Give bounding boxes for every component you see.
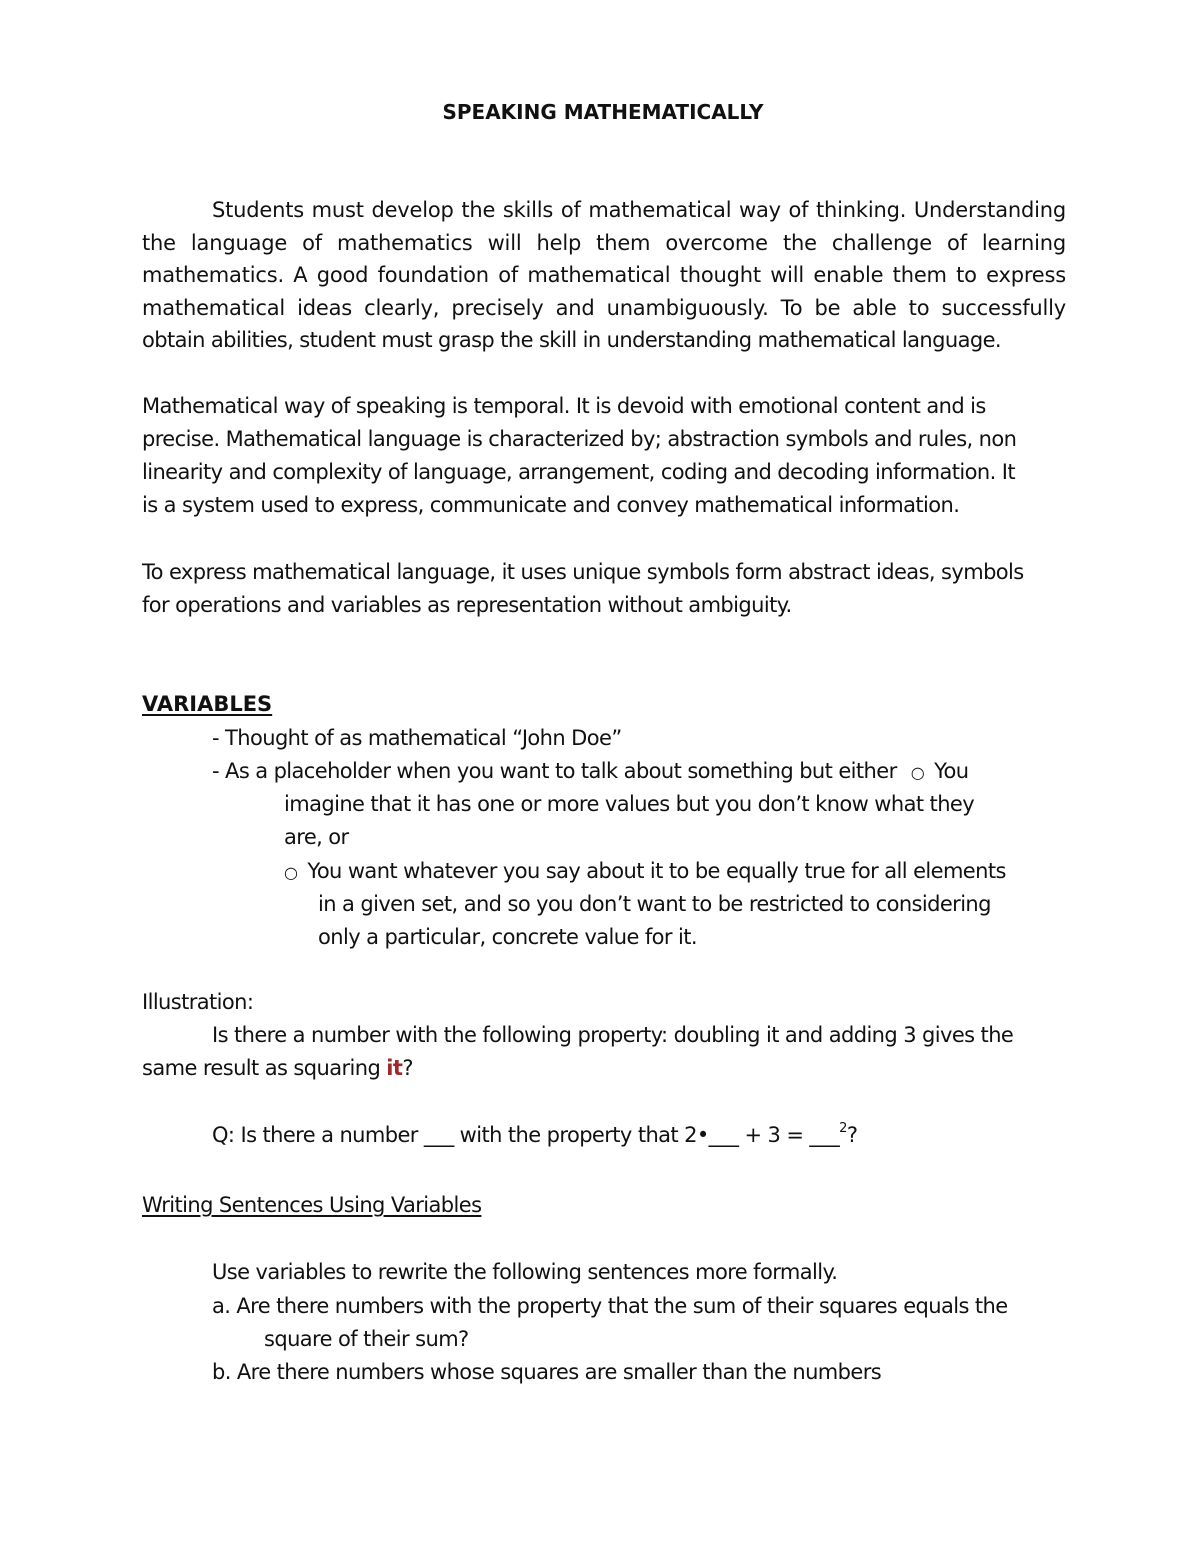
variables-item-2-text: - As a placeholder when you want to talk about something but either	[212, 759, 897, 783]
para2-line-4: is a system used to express, communicate and convey mathematical information.	[142, 493, 960, 517]
hollow-bullet-icon: ○	[910, 763, 925, 782]
para1-line-4: mathematical ideas clearly, precisely and unambiguously. To be able to successfully	[142, 296, 1066, 320]
variables-item-2	[212, 755, 968, 789]
para2-line-3: linearity and complexity of language, arrangement, coding and decoding information. It	[142, 460, 1015, 484]
writing-item-b-line-1: b. Are there numbers whose squares are smaller than the numbers	[212, 1360, 882, 1384]
variables-sub2-text: You want whatever you say about it to be equally true for all elements	[307, 859, 1006, 883]
para3-line-1: To express mathematical language, it uses unique symbols form abstract ideas, symbols	[142, 560, 1024, 584]
writing-item-a-line-1: a. Are there numbers with the property that the sum of their squares equals the	[212, 1294, 1008, 1318]
variables-sub1-line-2: are, or	[284, 825, 349, 849]
para1-line-1: Students must develop the skills of mathematical way of thinking. Understanding	[212, 198, 1066, 222]
variables-sub1-first-word: You	[934, 759, 969, 783]
illustration-line-2	[142, 1052, 413, 1085]
variables-sub1-line-1: imagine that it has one or more values but you don’t know what they	[284, 792, 975, 816]
variables-item-1: - Thought of as mathematical “John Doe”	[212, 726, 622, 750]
variables-sub2-line-3: only a particular, concrete value for it.	[318, 925, 697, 949]
para2-line-2: precise. Mathematical language is characterized by; abstraction symbols and rules, non	[142, 427, 1017, 451]
question-end: ?	[846, 1123, 858, 1147]
variables-sub2-line-1	[284, 855, 1006, 889]
para2-line-1: Mathematical way of speaking is temporal. It is devoid with emotional content and is	[142, 394, 986, 418]
writing-heading: Writing Sentences Using Variables	[142, 1193, 482, 1217]
para3-line-2: for operations and variables as representation without ambiguity.	[142, 593, 792, 617]
variables-sub2-line-2: in a given set, and so you don’t want to be restricted to considering	[318, 892, 991, 916]
page-title: SPEAKING MATHEMATICALLY	[442, 100, 764, 124]
illustration-line-2-end: ?	[402, 1056, 413, 1080]
question-exponent: 2	[839, 1121, 847, 1136]
para1-line-3: mathematics. A good foundation of mathematical thought will enable them to express	[142, 263, 1066, 287]
highlighted-word: it	[386, 1056, 403, 1080]
para1-line-5: obtain abilities, student must grasp the skill in understanding mathematical language.	[142, 328, 1001, 352]
writing-item-a-line-2: square of their sum?	[264, 1327, 469, 1351]
variables-heading: VARIABLES	[142, 692, 273, 716]
illustration-label: Illustration:	[142, 990, 254, 1014]
illustration-line-1: Is there a number with the following property: doubling it and adding 3 gives the	[212, 1023, 1014, 1047]
illustration-line-2-text: same result as squaring	[142, 1056, 387, 1080]
writing-intro: Use variables to rewrite the following sentences more formally.	[212, 1260, 838, 1284]
illustration-question	[212, 1119, 857, 1155]
hollow-bullet-icon: ○	[284, 863, 298, 882]
para1-line-2: the language of mathematics will help them overcome the challenge of learning	[142, 231, 1066, 255]
question-text: Q: Is there a number ___ with the property that 2•___ + 3 = ___	[212, 1123, 840, 1147]
